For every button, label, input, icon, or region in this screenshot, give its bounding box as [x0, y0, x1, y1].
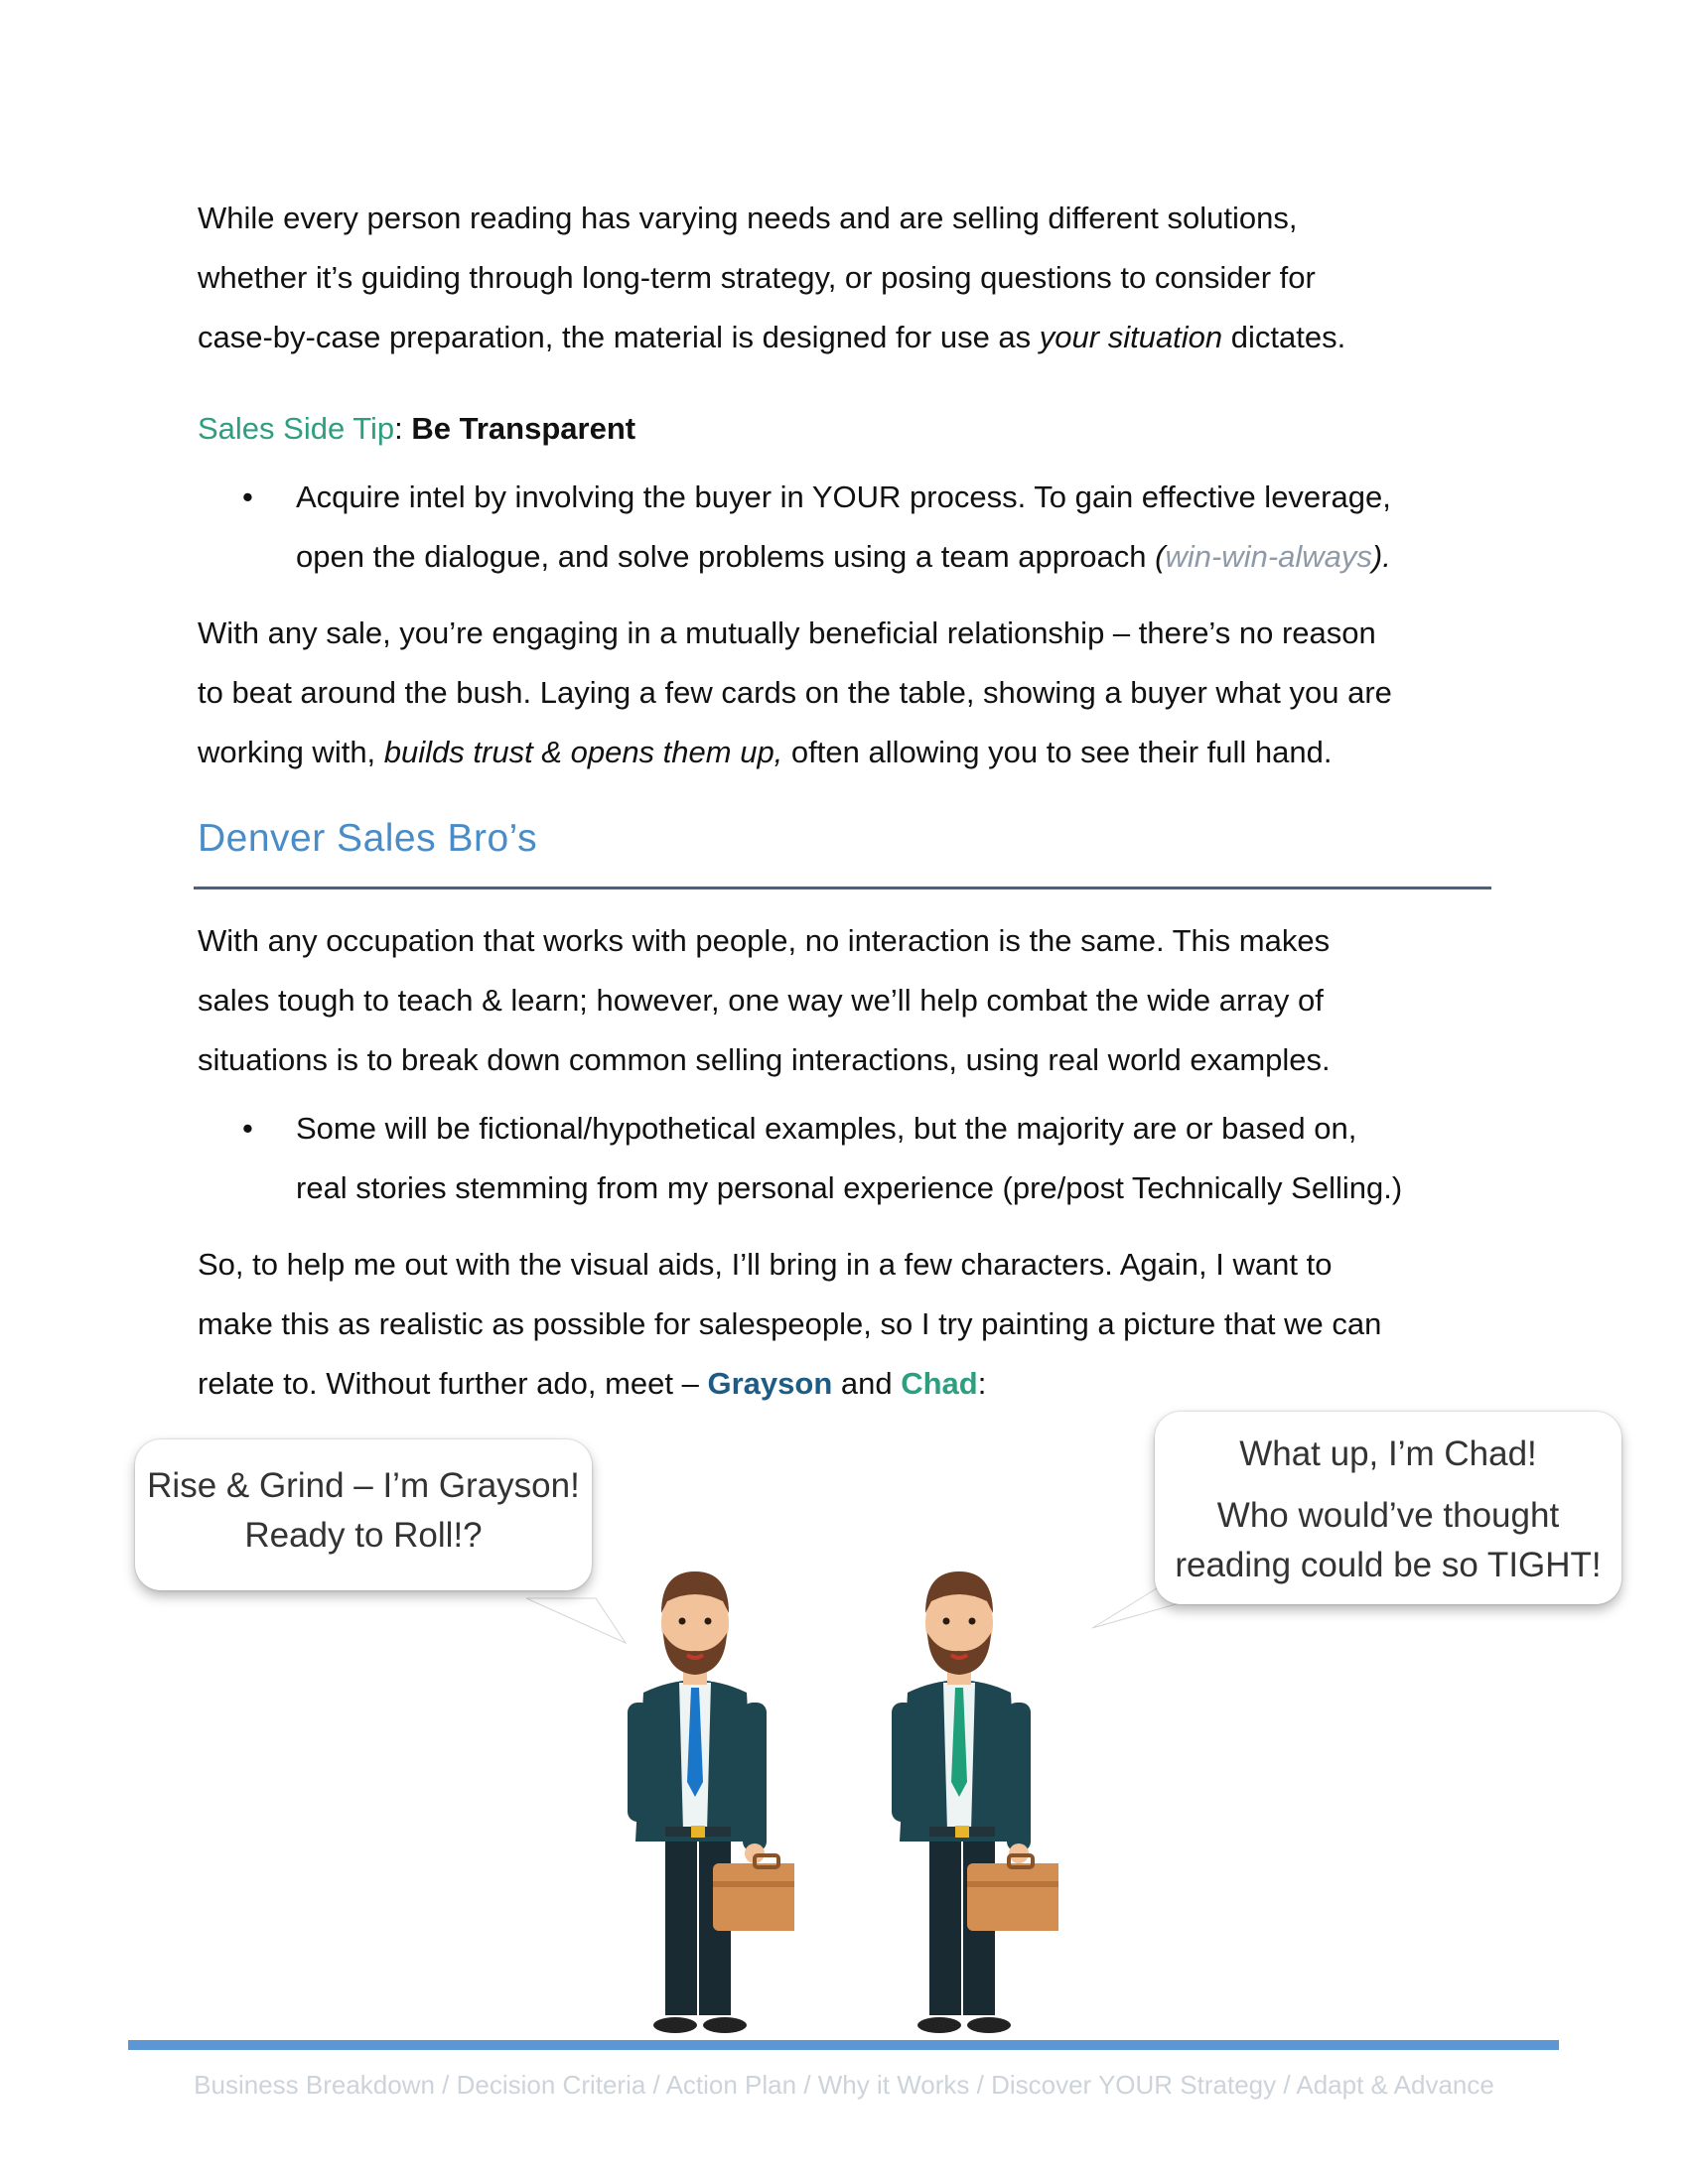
para2-line-2: to beat around the bush. Laying a few cards on the table, showing a buyer what you are [198, 675, 1392, 710]
para2-line-1: With any sale, you’re engaging in a mutually beneficial relationship – there’s no reason [198, 615, 1376, 650]
grayson-bubble-line-2: Ready to Roll!? [244, 1516, 483, 1555]
para4-end: : [977, 1366, 987, 1401]
para3-line-3: situations is to break down common selling interactions, using real world examples. [198, 1042, 1331, 1077]
win-win-always: win-win-always [1165, 539, 1372, 574]
bullet2-line-2: real stories stemming from my personal experience (pre/post Technically Selling.) [296, 1170, 1403, 1205]
para2-line-3-end: often allowing you to see their full hand. [782, 735, 1333, 769]
name-grayson: Grayson [707, 1366, 833, 1401]
grayson-illustration [596, 1544, 794, 2050]
para2-line-3 [198, 723, 1518, 782]
footer-navigation: Business Breakdown / Decision Criteria / Action Plan / Why it Works / Discover YOUR Strategy / Adapt & Advance [194, 2070, 1494, 2100]
chad-bubble-line-3: reading could be so TIGHT! [1175, 1546, 1602, 1584]
name-chad: Chad [901, 1366, 978, 1401]
tip-bullet-line-2 [296, 527, 1527, 587]
intro-emphasis: your situation [1039, 320, 1223, 354]
chad-bubble-line-2: Who would’ve thought [1216, 1496, 1560, 1535]
para4-line-2: make this as realistic as possible for salespeople, so I try painting a picture that we can [198, 1306, 1382, 1341]
tip-label: Sales Side Tip [198, 411, 395, 446]
para4-and: and [832, 1366, 902, 1401]
section-heading: Denver Sales Bro’s [198, 817, 538, 860]
para2-line-3-text: working with, [198, 735, 384, 769]
para4-line-3-text: relate to. Without further ado, meet – [198, 1366, 708, 1401]
tip-paren-close: ). [1371, 539, 1391, 574]
bullet2-marker: • [242, 1111, 253, 1146]
chad-briefcase [967, 1863, 1058, 1931]
tip-bullet-line-2-text: open the dialogue, and solve problems using a team approach [296, 539, 1156, 574]
intro-line-3 [198, 308, 1518, 367]
chad-speech-bubble [1155, 1412, 1621, 1604]
intro-line-1: While every person reading has varying needs and are selling different solutions, [198, 201, 1298, 235]
ground-line [128, 2040, 1559, 2050]
tip-title: Be Transparent [411, 411, 636, 446]
para4-line-1: So, to help me out with the visual aids, I’ll bring in a few characters. Again, I want to [198, 1247, 1333, 1282]
tip-bullet-marker: • [242, 479, 253, 514]
intro-line-3-end: dictates. [1222, 320, 1346, 354]
chad-bubble-line-1: What up, I’m Chad! [1239, 1434, 1537, 1473]
para4-line-3 [198, 1354, 1518, 1414]
grayson-speech-bubble [135, 1439, 592, 1590]
intro-line-3-text: case-by-case preparation, the material is designed for use as [198, 320, 1040, 354]
tip-bullet-line-1: Acquire intel by involving the buyer in YOUR process. To gain effective leverage, [296, 479, 1391, 514]
para3-line-1: With any occupation that works with people, no interaction is the same. This makes [198, 923, 1331, 958]
tip-heading [198, 399, 1518, 459]
grayson-briefcase [713, 1863, 794, 1931]
grayson-bubble-line-1: Rise & Grind – I’m Grayson! [147, 1466, 580, 1505]
tip-colon: : [394, 411, 412, 446]
bullet2-line-1: Some will be fictional/hypothetical examples, but the majority are or based on, [296, 1111, 1357, 1146]
intro-line-2: whether it’s guiding through long-term strategy, or posing questions to consider for [198, 260, 1316, 295]
para2-emphasis: builds trust & opens them up, [383, 735, 783, 769]
heading-rule [194, 887, 1491, 889]
tip-paren-open: ( [1155, 539, 1166, 574]
para3-line-2: sales tough to teach & learn; however, one way we’ll help combat the wide array of [198, 983, 1324, 1018]
chad-illustration [860, 1544, 1058, 2050]
